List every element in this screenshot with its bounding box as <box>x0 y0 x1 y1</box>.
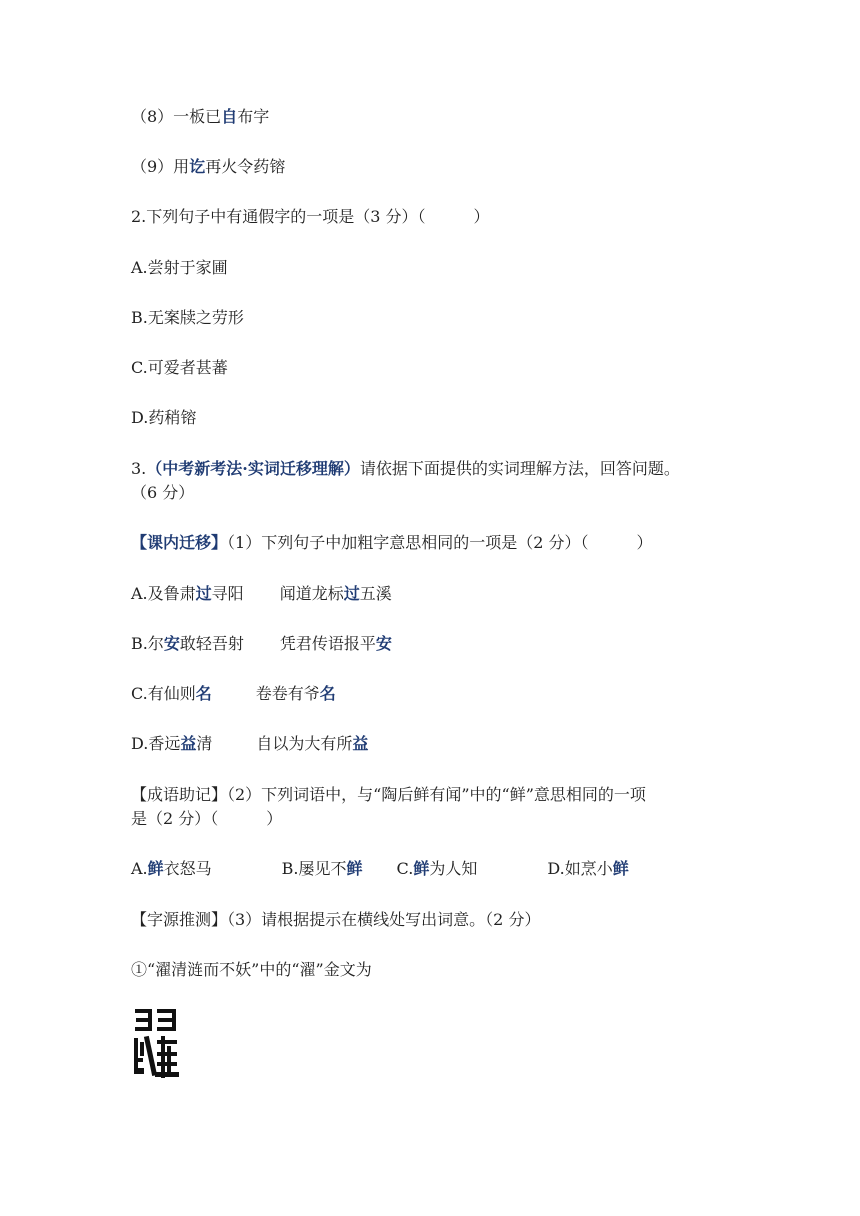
bold-char: 鲜 <box>147 859 164 878</box>
text: 凭君传语报平 <box>279 634 376 653</box>
question-text: 请依据下面提供的实词理解方法，回答问题。 <box>359 459 680 478</box>
text: （8）一板已 <box>131 107 222 126</box>
text: B.屡见不 <box>281 859 347 878</box>
text: 清 <box>196 734 213 753</box>
p1-option-a <box>131 582 392 606</box>
text: A. <box>131 859 148 878</box>
bold-char: 益 <box>352 734 369 753</box>
text: 衣怒马 <box>163 859 212 878</box>
part-1 <box>131 531 652 555</box>
bold-char: 安 <box>163 634 180 653</box>
bold-char: 鲜 <box>413 859 430 878</box>
line-9 <box>131 155 285 179</box>
bronze-glyph-strokes <box>134 1009 179 1078</box>
p2-options <box>131 857 629 881</box>
bronze-script-image <box>131 1006 183 1084</box>
text: 卷卷有爷 <box>255 684 320 703</box>
text: 寻阳 <box>211 584 244 603</box>
bold-char: 讫 <box>189 157 206 176</box>
q2-option-b: B.无案牍之劳形 <box>131 308 244 327</box>
text: 布字 <box>237 107 270 126</box>
bold-char: 益 <box>180 734 197 753</box>
part-3: 【字源推测】（3）请根据提示在横线处写出词意。（2 分） <box>131 910 541 929</box>
text: （9）用 <box>131 157 190 176</box>
bold-char: 鲜 <box>612 859 629 878</box>
p1-option-b <box>131 632 392 656</box>
part-3-item-1: ①“濯清涟而不妖”中的“濯”金文为 <box>131 960 372 979</box>
bold-char: 自 <box>221 107 238 126</box>
q2-option-d: D.药稍镕 <box>131 408 197 427</box>
text: A.及鲁肃 <box>131 584 196 603</box>
question-3-score: （6 分） <box>131 483 195 502</box>
text: 闻道龙标 <box>279 584 344 603</box>
question-3 <box>131 457 680 481</box>
p1-option-d <box>131 732 368 756</box>
question-number: 3. <box>131 459 147 478</box>
bold-char: 安 <box>375 634 392 653</box>
question-2: 2.下列句子中有通假字的一项是（3 分）（ ） <box>131 207 490 226</box>
text: C. <box>396 859 414 878</box>
bold-char: 过 <box>195 584 212 603</box>
bold-char: 名 <box>195 684 212 703</box>
text: 五溪 <box>359 584 392 603</box>
text: D.香远 <box>131 734 181 753</box>
bold-char: 鲜 <box>346 859 363 878</box>
text: 再火令药镕 <box>205 157 286 176</box>
question-tag: （中考新考法·实词迁移理解） <box>146 459 360 478</box>
part-tag: 【课内迁移】 <box>131 533 228 552</box>
bold-char: 过 <box>343 584 360 603</box>
text: 自以为大有所 <box>256 734 353 753</box>
part-text: （1）下列句子中加粗字意思相同的一项是（2 分）（ ） <box>227 533 653 552</box>
text: B.尔 <box>131 634 164 653</box>
q2-option-c: C.可爱者甚蕃 <box>131 358 228 377</box>
text: 为人知 <box>429 859 478 878</box>
line-8 <box>131 105 269 129</box>
text: C.有仙则 <box>131 684 196 703</box>
p1-option-c <box>131 682 336 706</box>
text: 敢轻吾射 <box>179 634 244 653</box>
q2-option-a: A.尝射于家圃 <box>131 258 228 277</box>
text: D.如烹小 <box>547 859 613 878</box>
bold-char: 名 <box>319 684 336 703</box>
part-2-line-2: 是（2 分）（ ） <box>131 809 283 828</box>
part-2-line-1: 【成语助记】（2）下列词语中，与“陶后鲜有闻”中的“鲜”意思相同的一项 <box>131 785 646 804</box>
